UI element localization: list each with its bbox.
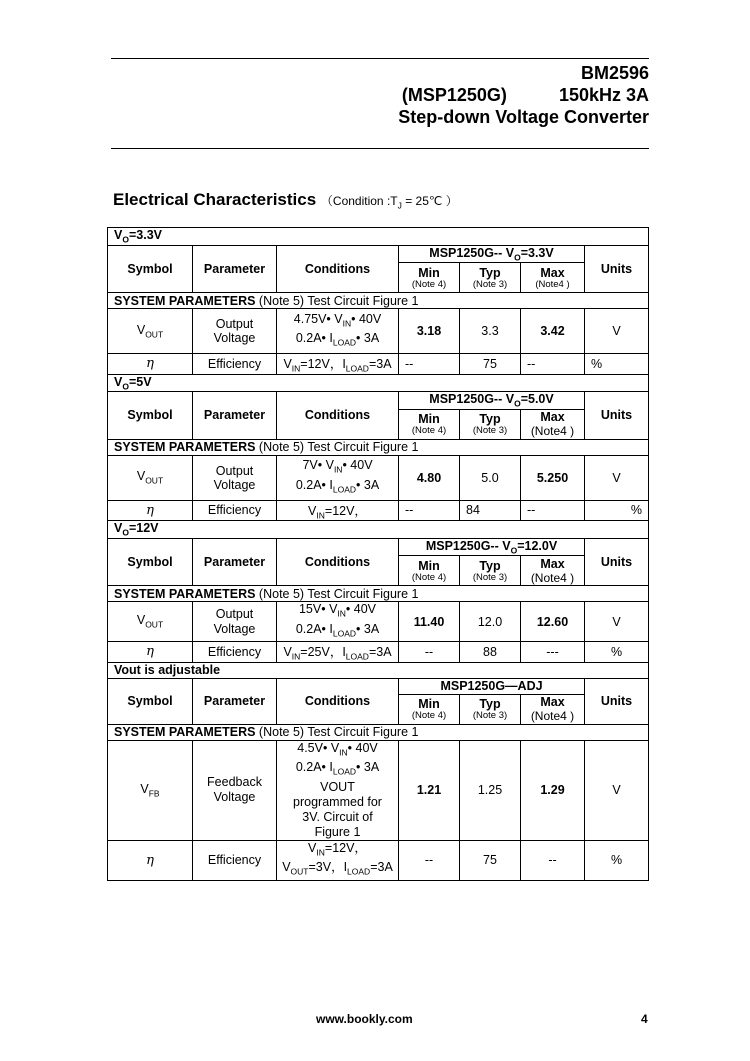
- symbol-cell: η: [108, 354, 193, 375]
- typ-header: Typ (Note 3): [460, 409, 521, 439]
- conditions-cell: 4.5V• $V_{IN}•$ 40V 0.2A• $I_{LOAD}•$ 3A VOUT programmed for 3V. Circuit of Figure 1: [277, 740, 399, 840]
- header-top-rule: [111, 58, 649, 59]
- symbol-cell: $V_{FB}$: [108, 740, 193, 840]
- units-header: Units: [585, 245, 649, 293]
- block-title: $V_O=3.3V$: [108, 228, 649, 246]
- system-parameters-label: SYSTEM PARAMETERS (Note 5) Test Circuit Figure 1: [108, 439, 649, 455]
- typ-header: Typ (Note 3): [460, 556, 521, 586]
- table-row: [108, 455, 649, 500]
- system-parameters-label: SYSTEM PARAMETERS (Note 5) Test Circuit Figure 1: [108, 724, 649, 740]
- typ-header: Typ (Note 3): [460, 263, 521, 293]
- max-cell: ---: [521, 642, 585, 663]
- section-title-text: Electrical Characteristics: [113, 190, 317, 209]
- conditions-header: Conditions: [277, 245, 399, 293]
- min-cell: --: [399, 500, 460, 521]
- units-cell: %: [585, 354, 649, 375]
- block-title: Vout is adjustable: [108, 662, 649, 678]
- typ-cell: 75: [460, 354, 521, 375]
- typ-cell: 1.25: [460, 740, 521, 840]
- block-title-row: [108, 374, 649, 392]
- max-header: Max (Note4 ): [521, 409, 585, 439]
- part-number: BM2596: [580, 63, 649, 83]
- table-row: [108, 602, 649, 642]
- symbol-cell: η: [108, 642, 193, 663]
- block-title: $V_O=5V$: [108, 374, 649, 392]
- parameter-header: Parameter: [193, 538, 277, 586]
- table-header-row: [108, 245, 649, 263]
- min-cell: --: [399, 354, 460, 375]
- typ-cell: 12.0: [460, 602, 521, 642]
- table-header-row: [108, 678, 649, 694]
- min-cell: 1.21: [399, 740, 460, 840]
- symbol-header: Symbol: [108, 538, 193, 586]
- min-cell: 3.18: [399, 309, 460, 354]
- units-cell: %: [585, 840, 649, 880]
- conditions-cell: 15V• $V_{IN}•$ 40V 0.2A• $I_{LOAD}•$ 3A: [277, 602, 399, 642]
- typ-cell: 88: [460, 642, 521, 663]
- parameter-header: Parameter: [193, 678, 277, 724]
- symbol-cell: η: [108, 840, 193, 880]
- conditions-header: Conditions: [277, 538, 399, 586]
- max-cell: 3.42: [521, 309, 585, 354]
- model-line: [402, 85, 649, 106]
- symbol-header: Symbol: [108, 678, 193, 724]
- max-cell: --: [521, 840, 585, 880]
- min-cell: 4.80: [399, 455, 460, 500]
- conditions-cell: $V_{IN}=12V$，: [277, 500, 399, 521]
- max-cell: 12.60: [521, 602, 585, 642]
- block-title: $V_O=12V$: [108, 521, 649, 539]
- min-header: Min (Note 4): [399, 694, 460, 724]
- parameter-cell: Output Voltage: [193, 309, 277, 354]
- device-header: MSP1250G-- $V_O=3.3V$: [399, 245, 585, 263]
- table-row: [108, 500, 649, 521]
- system-parameters-row: [108, 586, 649, 602]
- conditions-header: Conditions: [277, 392, 399, 440]
- units-header: Units: [585, 392, 649, 440]
- parameter-header: Parameter: [193, 392, 277, 440]
- max-header: Max (Note4 ): [521, 556, 585, 586]
- typ-cell: 3.3: [460, 309, 521, 354]
- min-cell: --: [399, 642, 460, 663]
- footer-page-number: 4: [641, 1012, 648, 1026]
- model-name: (MSP1250G): [401, 85, 507, 105]
- table-row: [108, 354, 649, 375]
- system-parameters-row: [108, 293, 649, 309]
- conditions-cell: 7V• $V_{IN}•$ 40V 0.2A• $I_{LOAD}•$ 3A: [277, 455, 399, 500]
- symbol-cell: $V_{OUT}$: [108, 602, 193, 642]
- parameter-cell: Efficiency: [193, 354, 277, 375]
- table-header-row: [108, 538, 649, 556]
- parameter-cell: Output Voltage: [193, 455, 277, 500]
- units-cell: %: [585, 500, 649, 521]
- system-parameters-row: [108, 439, 649, 455]
- subtitle: Step-down Voltage Converter: [398, 107, 649, 127]
- section-condition: （Condition $:T_J$ = 25℃ ）: [320, 194, 458, 211]
- parameter-cell: Output Voltage: [193, 602, 277, 642]
- units-header: Units: [585, 538, 649, 586]
- max-cell: 5.250: [521, 455, 585, 500]
- table-row: [108, 309, 649, 354]
- symbol-cell: $V_{OUT}$: [108, 455, 193, 500]
- section-title: [113, 190, 458, 210]
- model-spec: 150kHz 3A: [558, 85, 649, 105]
- max-cell: --: [521, 354, 585, 375]
- typ-cell: 84: [460, 500, 521, 521]
- table-row: [108, 840, 649, 880]
- typ-cell: 5.0: [460, 455, 521, 500]
- block-title-row: [108, 228, 649, 246]
- min-cell: 11.40: [399, 602, 460, 642]
- device-header: MSP1250G-- $V_O=12.0V$: [399, 538, 585, 556]
- table-row: [108, 642, 649, 663]
- typ-cell: 75: [460, 840, 521, 880]
- conditions-cell: $V_{IN}=12V$，$I_{LOAD}=3A$: [277, 354, 399, 375]
- typ-header: Typ (Note 3): [460, 694, 521, 724]
- parameter-cell: Efficiency: [193, 500, 277, 521]
- max-header: Max (Note4 ): [521, 263, 585, 293]
- parameter-cell: Efficiency: [193, 840, 277, 880]
- symbol-cell: η: [108, 500, 193, 521]
- conditions-cell: $V_{IN}=12V$， $V_{OUT}=3V$，$I_{LOAD}=3A$: [277, 840, 399, 880]
- block-title-row: [108, 521, 649, 539]
- system-parameters-label: SYSTEM PARAMETERS (Note 5) Test Circuit Figure 1: [108, 293, 649, 309]
- symbol-header: Symbol: [108, 392, 193, 440]
- block-title-row: [108, 662, 649, 678]
- min-header: Min (Note 4): [399, 556, 460, 586]
- table-header-row: [108, 392, 649, 410]
- units-cell: V: [585, 602, 649, 642]
- units-cell: V: [585, 309, 649, 354]
- parameter-cell: Efficiency: [193, 642, 277, 663]
- conditions-cell: 4.75V• $V_{IN}•$ 40V 0.2A• $I_{LOAD}•$ 3A: [277, 309, 399, 354]
- system-parameters-row: [108, 724, 649, 740]
- conditions-cell: $V_{IN}=25V$，$I_{LOAD}=3A$: [277, 642, 399, 663]
- max-cell: 1.29: [521, 740, 585, 840]
- min-cell: --: [399, 840, 460, 880]
- symbol-cell: $V_{OUT}$: [108, 309, 193, 354]
- table-row: [108, 740, 649, 840]
- units-header: Units: [585, 678, 649, 724]
- electrical-characteristics-table: [107, 227, 649, 881]
- parameter-cell: Feedback Voltage: [193, 740, 277, 840]
- footer-website: www.bookly.com: [316, 1012, 413, 1026]
- conditions-header: Conditions: [277, 678, 399, 724]
- max-cell: --: [521, 500, 585, 521]
- max-header: Max (Note4 ): [521, 694, 585, 724]
- units-cell: %: [585, 642, 649, 663]
- units-cell: V: [585, 455, 649, 500]
- header-bottom-rule: [111, 148, 649, 149]
- parameter-header: Parameter: [193, 245, 277, 293]
- units-cell: V: [585, 740, 649, 840]
- device-header: MSP1250G-- $V_O=5.0V$: [399, 392, 585, 410]
- system-parameters-label: SYSTEM PARAMETERS (Note 5) Test Circuit Figure 1: [108, 586, 649, 602]
- symbol-header: Symbol: [108, 245, 193, 293]
- device-header: MSP1250G—ADJ: [399, 678, 585, 694]
- min-header: Min (Note 4): [399, 263, 460, 293]
- min-header: Min (Note 4): [399, 409, 460, 439]
